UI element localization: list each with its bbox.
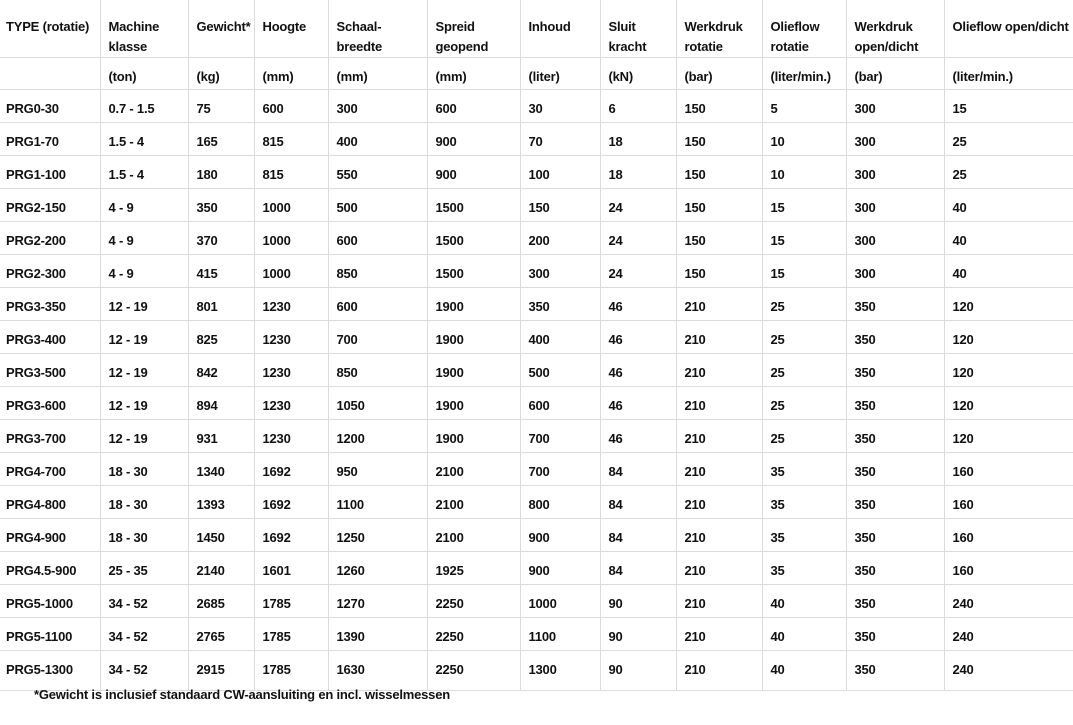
table-cell: 0.7 - 1.5 xyxy=(100,90,188,123)
table-cell: 300 xyxy=(846,90,944,123)
table-cell: 25 xyxy=(762,288,846,321)
table-cell: 1000 xyxy=(254,189,328,222)
table-cell: 150 xyxy=(520,189,600,222)
table-cell: 1785 xyxy=(254,651,328,691)
table-cell: 1.5 - 4 xyxy=(100,123,188,156)
column-header xyxy=(846,0,944,58)
table-cell: 350 xyxy=(188,189,254,222)
table-row xyxy=(0,321,1073,354)
table-cell: 1601 xyxy=(254,552,328,585)
table-cell: 350 xyxy=(846,651,944,691)
table-cell: 550 xyxy=(328,156,427,189)
table-cell: 600 xyxy=(254,90,328,123)
table-cell: 40 xyxy=(944,222,1073,255)
unit-cell: (ton) xyxy=(100,58,188,90)
table-cell: 1450 xyxy=(188,519,254,552)
table-cell: 240 xyxy=(944,651,1073,691)
table-cell: 210 xyxy=(676,321,762,354)
table-cell: 35 xyxy=(762,519,846,552)
column-header xyxy=(100,0,188,58)
table-row xyxy=(0,123,1073,156)
column-header-line: rotatie xyxy=(770,39,809,54)
table-cell: 1900 xyxy=(427,387,520,420)
unit-cell: (liter/min.) xyxy=(762,58,846,90)
table-cell: 2100 xyxy=(427,453,520,486)
table-cell: 1390 xyxy=(328,618,427,651)
type-cell: PRG5-1300 xyxy=(0,651,100,691)
table-cell: 894 xyxy=(188,387,254,420)
unit-cell: (mm) xyxy=(328,58,427,90)
table-cell: 1500 xyxy=(427,189,520,222)
table-cell: 2915 xyxy=(188,651,254,691)
column-header-line: Sluit xyxy=(608,19,636,34)
table-cell: 4 - 9 xyxy=(100,189,188,222)
table-cell: 84 xyxy=(600,552,676,585)
table-cell: 300 xyxy=(328,90,427,123)
table-cell: 1250 xyxy=(328,519,427,552)
table-cell: 350 xyxy=(846,354,944,387)
type-cell: PRG1-100 xyxy=(0,156,100,189)
type-cell: PRG1-70 xyxy=(0,123,100,156)
table-cell: 1900 xyxy=(427,288,520,321)
table-cell: 84 xyxy=(600,453,676,486)
column-header-line: open/dicht xyxy=(854,39,919,54)
table-cell: 1100 xyxy=(520,618,600,651)
table-cell: 10 xyxy=(762,156,846,189)
table-cell: 842 xyxy=(188,354,254,387)
table-cell: 35 xyxy=(762,453,846,486)
table-row xyxy=(0,156,1073,189)
column-header xyxy=(762,0,846,58)
table-cell: 46 xyxy=(600,288,676,321)
type-cell: PRG2-300 xyxy=(0,255,100,288)
table-cell: 1630 xyxy=(328,651,427,691)
column-header-line: rotatie xyxy=(684,39,723,54)
table-cell: 24 xyxy=(600,189,676,222)
table-cell: 1340 xyxy=(188,453,254,486)
column-header xyxy=(600,0,676,58)
table-cell: 350 xyxy=(846,552,944,585)
table-cell: 300 xyxy=(846,156,944,189)
table-cell: 700 xyxy=(520,453,600,486)
table-cell: 46 xyxy=(600,387,676,420)
table-cell: 500 xyxy=(520,354,600,387)
table-cell: 46 xyxy=(600,354,676,387)
table-cell: 950 xyxy=(328,453,427,486)
table-cell: 18 xyxy=(600,156,676,189)
table-cell: 210 xyxy=(676,552,762,585)
table-row xyxy=(0,189,1073,222)
column-header-line: Machine xyxy=(108,19,160,34)
table-cell: 400 xyxy=(520,321,600,354)
table-cell: 160 xyxy=(944,519,1073,552)
table-cell: 12 - 19 xyxy=(100,354,188,387)
table-cell: 210 xyxy=(676,651,762,691)
header-row xyxy=(0,0,1073,58)
table-cell: 1785 xyxy=(254,618,328,651)
table-cell: 6 xyxy=(600,90,676,123)
table-cell: 25 xyxy=(762,354,846,387)
column-header xyxy=(520,0,600,58)
unit-cell: (liter/min.) xyxy=(944,58,1073,90)
column-header-line: Schaal- xyxy=(336,19,382,34)
column-header-line: klasse xyxy=(108,39,148,54)
table-cell: 1230 xyxy=(254,387,328,420)
table-cell: 12 - 19 xyxy=(100,321,188,354)
table-cell: 850 xyxy=(328,354,427,387)
column-header-line: Hoogte xyxy=(262,19,307,34)
table-cell: 46 xyxy=(600,420,676,453)
table-cell: 120 xyxy=(944,354,1073,387)
table-cell: 75 xyxy=(188,90,254,123)
table-cell: 100 xyxy=(520,156,600,189)
unit-cell: (liter) xyxy=(520,58,600,90)
column-header-line: Spreid xyxy=(435,19,475,34)
type-cell: PRG3-700 xyxy=(0,420,100,453)
table-cell: 150 xyxy=(676,90,762,123)
table-cell: 300 xyxy=(520,255,600,288)
table-row xyxy=(0,354,1073,387)
table-cell: 5 xyxy=(762,90,846,123)
table-row xyxy=(0,585,1073,618)
table-cell: 35 xyxy=(762,486,846,519)
table-row xyxy=(0,222,1073,255)
table-cell: 300 xyxy=(846,189,944,222)
table-cell: 1900 xyxy=(427,354,520,387)
table-cell: 120 xyxy=(944,321,1073,354)
table-cell: 1230 xyxy=(254,288,328,321)
table-row xyxy=(0,255,1073,288)
table-cell: 12 - 19 xyxy=(100,288,188,321)
table-cell: 1200 xyxy=(328,420,427,453)
table-cell: 150 xyxy=(676,156,762,189)
type-cell: PRG5-1000 xyxy=(0,585,100,618)
table-cell: 1785 xyxy=(254,585,328,618)
table-cell: 150 xyxy=(676,123,762,156)
table-cell: 12 - 19 xyxy=(100,387,188,420)
table-cell: 25 xyxy=(944,123,1073,156)
table-cell: 4 - 9 xyxy=(100,222,188,255)
table-cell: 1050 xyxy=(328,387,427,420)
table-cell: 210 xyxy=(676,453,762,486)
table-cell: 18 - 30 xyxy=(100,486,188,519)
column-header-line: kracht xyxy=(608,39,647,54)
table-cell: 210 xyxy=(676,618,762,651)
table-cell: 210 xyxy=(676,288,762,321)
table-cell: 2765 xyxy=(188,618,254,651)
column-header-line: geopend xyxy=(435,39,489,54)
table-cell: 350 xyxy=(846,519,944,552)
table-cell: 160 xyxy=(944,453,1073,486)
table-cell: 12 - 19 xyxy=(100,420,188,453)
table-cell: 350 xyxy=(846,288,944,321)
table-cell: 350 xyxy=(520,288,600,321)
table-cell: 15 xyxy=(762,222,846,255)
table-cell: 801 xyxy=(188,288,254,321)
table-cell: 160 xyxy=(944,486,1073,519)
table-cell: 1.5 - 4 xyxy=(100,156,188,189)
unit-cell: (kg) xyxy=(188,58,254,90)
table-cell: 1393 xyxy=(188,486,254,519)
footnote: *Gewicht is inclusief standaard CW-aansluiting en incl. wisselmessen xyxy=(34,687,450,702)
table-cell: 25 - 35 xyxy=(100,552,188,585)
table-cell: 400 xyxy=(328,123,427,156)
table-cell: 25 xyxy=(762,387,846,420)
column-header-line: Olieflow open/dicht xyxy=(952,19,1069,34)
table-cell: 1692 xyxy=(254,519,328,552)
table-cell: 150 xyxy=(676,222,762,255)
column-header xyxy=(427,0,520,58)
column-header-line: Gewicht* xyxy=(196,19,251,34)
table-cell: 40 xyxy=(944,255,1073,288)
table-cell: 1230 xyxy=(254,420,328,453)
table-cell: 300 xyxy=(846,222,944,255)
type-cell: PRG3-600 xyxy=(0,387,100,420)
type-cell: PRG4.5-900 xyxy=(0,552,100,585)
table-cell: 15 xyxy=(762,255,846,288)
table-row xyxy=(0,519,1073,552)
table-cell: 350 xyxy=(846,453,944,486)
unit-cell: (mm) xyxy=(254,58,328,90)
table-cell: 1270 xyxy=(328,585,427,618)
type-cell: PRG3-350 xyxy=(0,288,100,321)
table-row xyxy=(0,387,1073,420)
type-cell: PRG2-150 xyxy=(0,189,100,222)
table-cell: 300 xyxy=(846,255,944,288)
table-cell: 18 xyxy=(600,123,676,156)
table-cell: 900 xyxy=(427,156,520,189)
table-cell: 210 xyxy=(676,585,762,618)
units-row xyxy=(0,58,1073,90)
table-cell: 46 xyxy=(600,321,676,354)
table-cell: 1900 xyxy=(427,420,520,453)
table-cell: 200 xyxy=(520,222,600,255)
unit-cell: (bar) xyxy=(846,58,944,90)
table-cell: 1260 xyxy=(328,552,427,585)
table-cell: 210 xyxy=(676,519,762,552)
type-cell: PRG2-200 xyxy=(0,222,100,255)
table-cell: 600 xyxy=(520,387,600,420)
table-cell: 370 xyxy=(188,222,254,255)
table-cell: 240 xyxy=(944,618,1073,651)
table-cell: 25 xyxy=(944,156,1073,189)
table-cell: 24 xyxy=(600,222,676,255)
table-cell: 4 - 9 xyxy=(100,255,188,288)
type-cell: PRG4-800 xyxy=(0,486,100,519)
type-cell: PRG3-500 xyxy=(0,354,100,387)
column-header xyxy=(0,0,100,58)
table-cell: 2685 xyxy=(188,585,254,618)
table-cell: 35 xyxy=(762,552,846,585)
table-cell: 815 xyxy=(254,123,328,156)
table-cell: 850 xyxy=(328,255,427,288)
table-cell: 150 xyxy=(676,189,762,222)
table-cell: 90 xyxy=(600,651,676,691)
table-cell: 300 xyxy=(846,123,944,156)
type-cell: PRG3-400 xyxy=(0,321,100,354)
column-header xyxy=(944,0,1073,58)
table-cell: 10 xyxy=(762,123,846,156)
table-cell: 90 xyxy=(600,585,676,618)
table-cell: 350 xyxy=(846,486,944,519)
table-cell: 350 xyxy=(846,585,944,618)
table-cell: 600 xyxy=(328,288,427,321)
table-cell: 120 xyxy=(944,288,1073,321)
table-cell: 210 xyxy=(676,486,762,519)
table-cell: 165 xyxy=(188,123,254,156)
table-cell: 70 xyxy=(520,123,600,156)
table-cell: 30 xyxy=(520,90,600,123)
table-cell: 25 xyxy=(762,321,846,354)
table-cell: 900 xyxy=(520,519,600,552)
table-cell: 1000 xyxy=(254,222,328,255)
table-cell: 40 xyxy=(762,585,846,618)
table-cell: 210 xyxy=(676,354,762,387)
table-cell: 84 xyxy=(600,486,676,519)
table-cell: 1692 xyxy=(254,486,328,519)
unit-cell: (bar) xyxy=(676,58,762,90)
table-cell: 120 xyxy=(944,420,1073,453)
table-cell: 34 - 52 xyxy=(100,618,188,651)
table-cell: 40 xyxy=(944,189,1073,222)
table-cell: 700 xyxy=(328,321,427,354)
column-header xyxy=(188,0,254,58)
table-cell: 84 xyxy=(600,519,676,552)
table-cell: 120 xyxy=(944,387,1073,420)
table-cell: 2250 xyxy=(427,651,520,691)
type-cell: PRG5-1100 xyxy=(0,618,100,651)
table-cell: 150 xyxy=(676,255,762,288)
unit-cell: (kN) xyxy=(600,58,676,90)
table-cell: 15 xyxy=(762,189,846,222)
table-cell: 90 xyxy=(600,618,676,651)
table-cell: 815 xyxy=(254,156,328,189)
unit-cell: (mm) xyxy=(427,58,520,90)
table-cell: 800 xyxy=(520,486,600,519)
column-header-line: Werkdruk xyxy=(854,19,913,34)
table-row xyxy=(0,453,1073,486)
table-cell: 900 xyxy=(520,552,600,585)
table-cell: 2250 xyxy=(427,585,520,618)
table-cell: 34 - 52 xyxy=(100,585,188,618)
column-header-line: TYPE (rotatie) xyxy=(6,19,90,34)
column-header-line: breedte xyxy=(336,39,383,54)
table-cell: 18 - 30 xyxy=(100,519,188,552)
column-header-line: Inhoud xyxy=(528,19,571,34)
table-cell: 1692 xyxy=(254,453,328,486)
table-cell: 180 xyxy=(188,156,254,189)
table-cell: 825 xyxy=(188,321,254,354)
table-row xyxy=(0,486,1073,519)
table-cell: 240 xyxy=(944,585,1073,618)
table-cell: 1230 xyxy=(254,321,328,354)
table-cell: 931 xyxy=(188,420,254,453)
table-cell: 350 xyxy=(846,618,944,651)
table-cell: 900 xyxy=(427,123,520,156)
table-row xyxy=(0,651,1073,691)
table-cell: 600 xyxy=(328,222,427,255)
type-cell: PRG0-30 xyxy=(0,90,100,123)
table-cell: 1500 xyxy=(427,222,520,255)
table-cell: 24 xyxy=(600,255,676,288)
table-cell: 210 xyxy=(676,420,762,453)
table-cell: 210 xyxy=(676,387,762,420)
table-cell: 415 xyxy=(188,255,254,288)
table-cell: 1100 xyxy=(328,486,427,519)
unit-cell xyxy=(0,58,100,90)
table-cell: 1500 xyxy=(427,255,520,288)
table-cell: 500 xyxy=(328,189,427,222)
table-cell: 34 - 52 xyxy=(100,651,188,691)
table-cell: 2100 xyxy=(427,519,520,552)
table-row xyxy=(0,90,1073,123)
table-cell: 15 xyxy=(944,90,1073,123)
table-cell: 600 xyxy=(427,90,520,123)
column-header-line: Werkdruk xyxy=(684,19,743,34)
table-cell: 18 - 30 xyxy=(100,453,188,486)
type-cell: PRG4-700 xyxy=(0,453,100,486)
type-cell: PRG4-900 xyxy=(0,519,100,552)
column-header xyxy=(254,0,328,58)
column-header-line: Olieflow xyxy=(770,19,820,34)
column-header xyxy=(676,0,762,58)
table-cell: 2100 xyxy=(427,486,520,519)
table-cell: 160 xyxy=(944,552,1073,585)
table-cell: 2140 xyxy=(188,552,254,585)
table-cell: 25 xyxy=(762,420,846,453)
table-cell: 350 xyxy=(846,321,944,354)
table-row xyxy=(0,288,1073,321)
table-cell: 2250 xyxy=(427,618,520,651)
table-cell: 40 xyxy=(762,651,846,691)
table-cell: 700 xyxy=(520,420,600,453)
table-row xyxy=(0,552,1073,585)
table-cell: 1230 xyxy=(254,354,328,387)
table-cell: 1925 xyxy=(427,552,520,585)
table-cell: 1000 xyxy=(254,255,328,288)
table-cell: 1000 xyxy=(520,585,600,618)
table-cell: 1900 xyxy=(427,321,520,354)
table-cell: 40 xyxy=(762,618,846,651)
column-header xyxy=(328,0,427,58)
table-row xyxy=(0,420,1073,453)
table-row xyxy=(0,618,1073,651)
table-cell: 350 xyxy=(846,420,944,453)
table-cell: 350 xyxy=(846,387,944,420)
table-cell: 1300 xyxy=(520,651,600,691)
